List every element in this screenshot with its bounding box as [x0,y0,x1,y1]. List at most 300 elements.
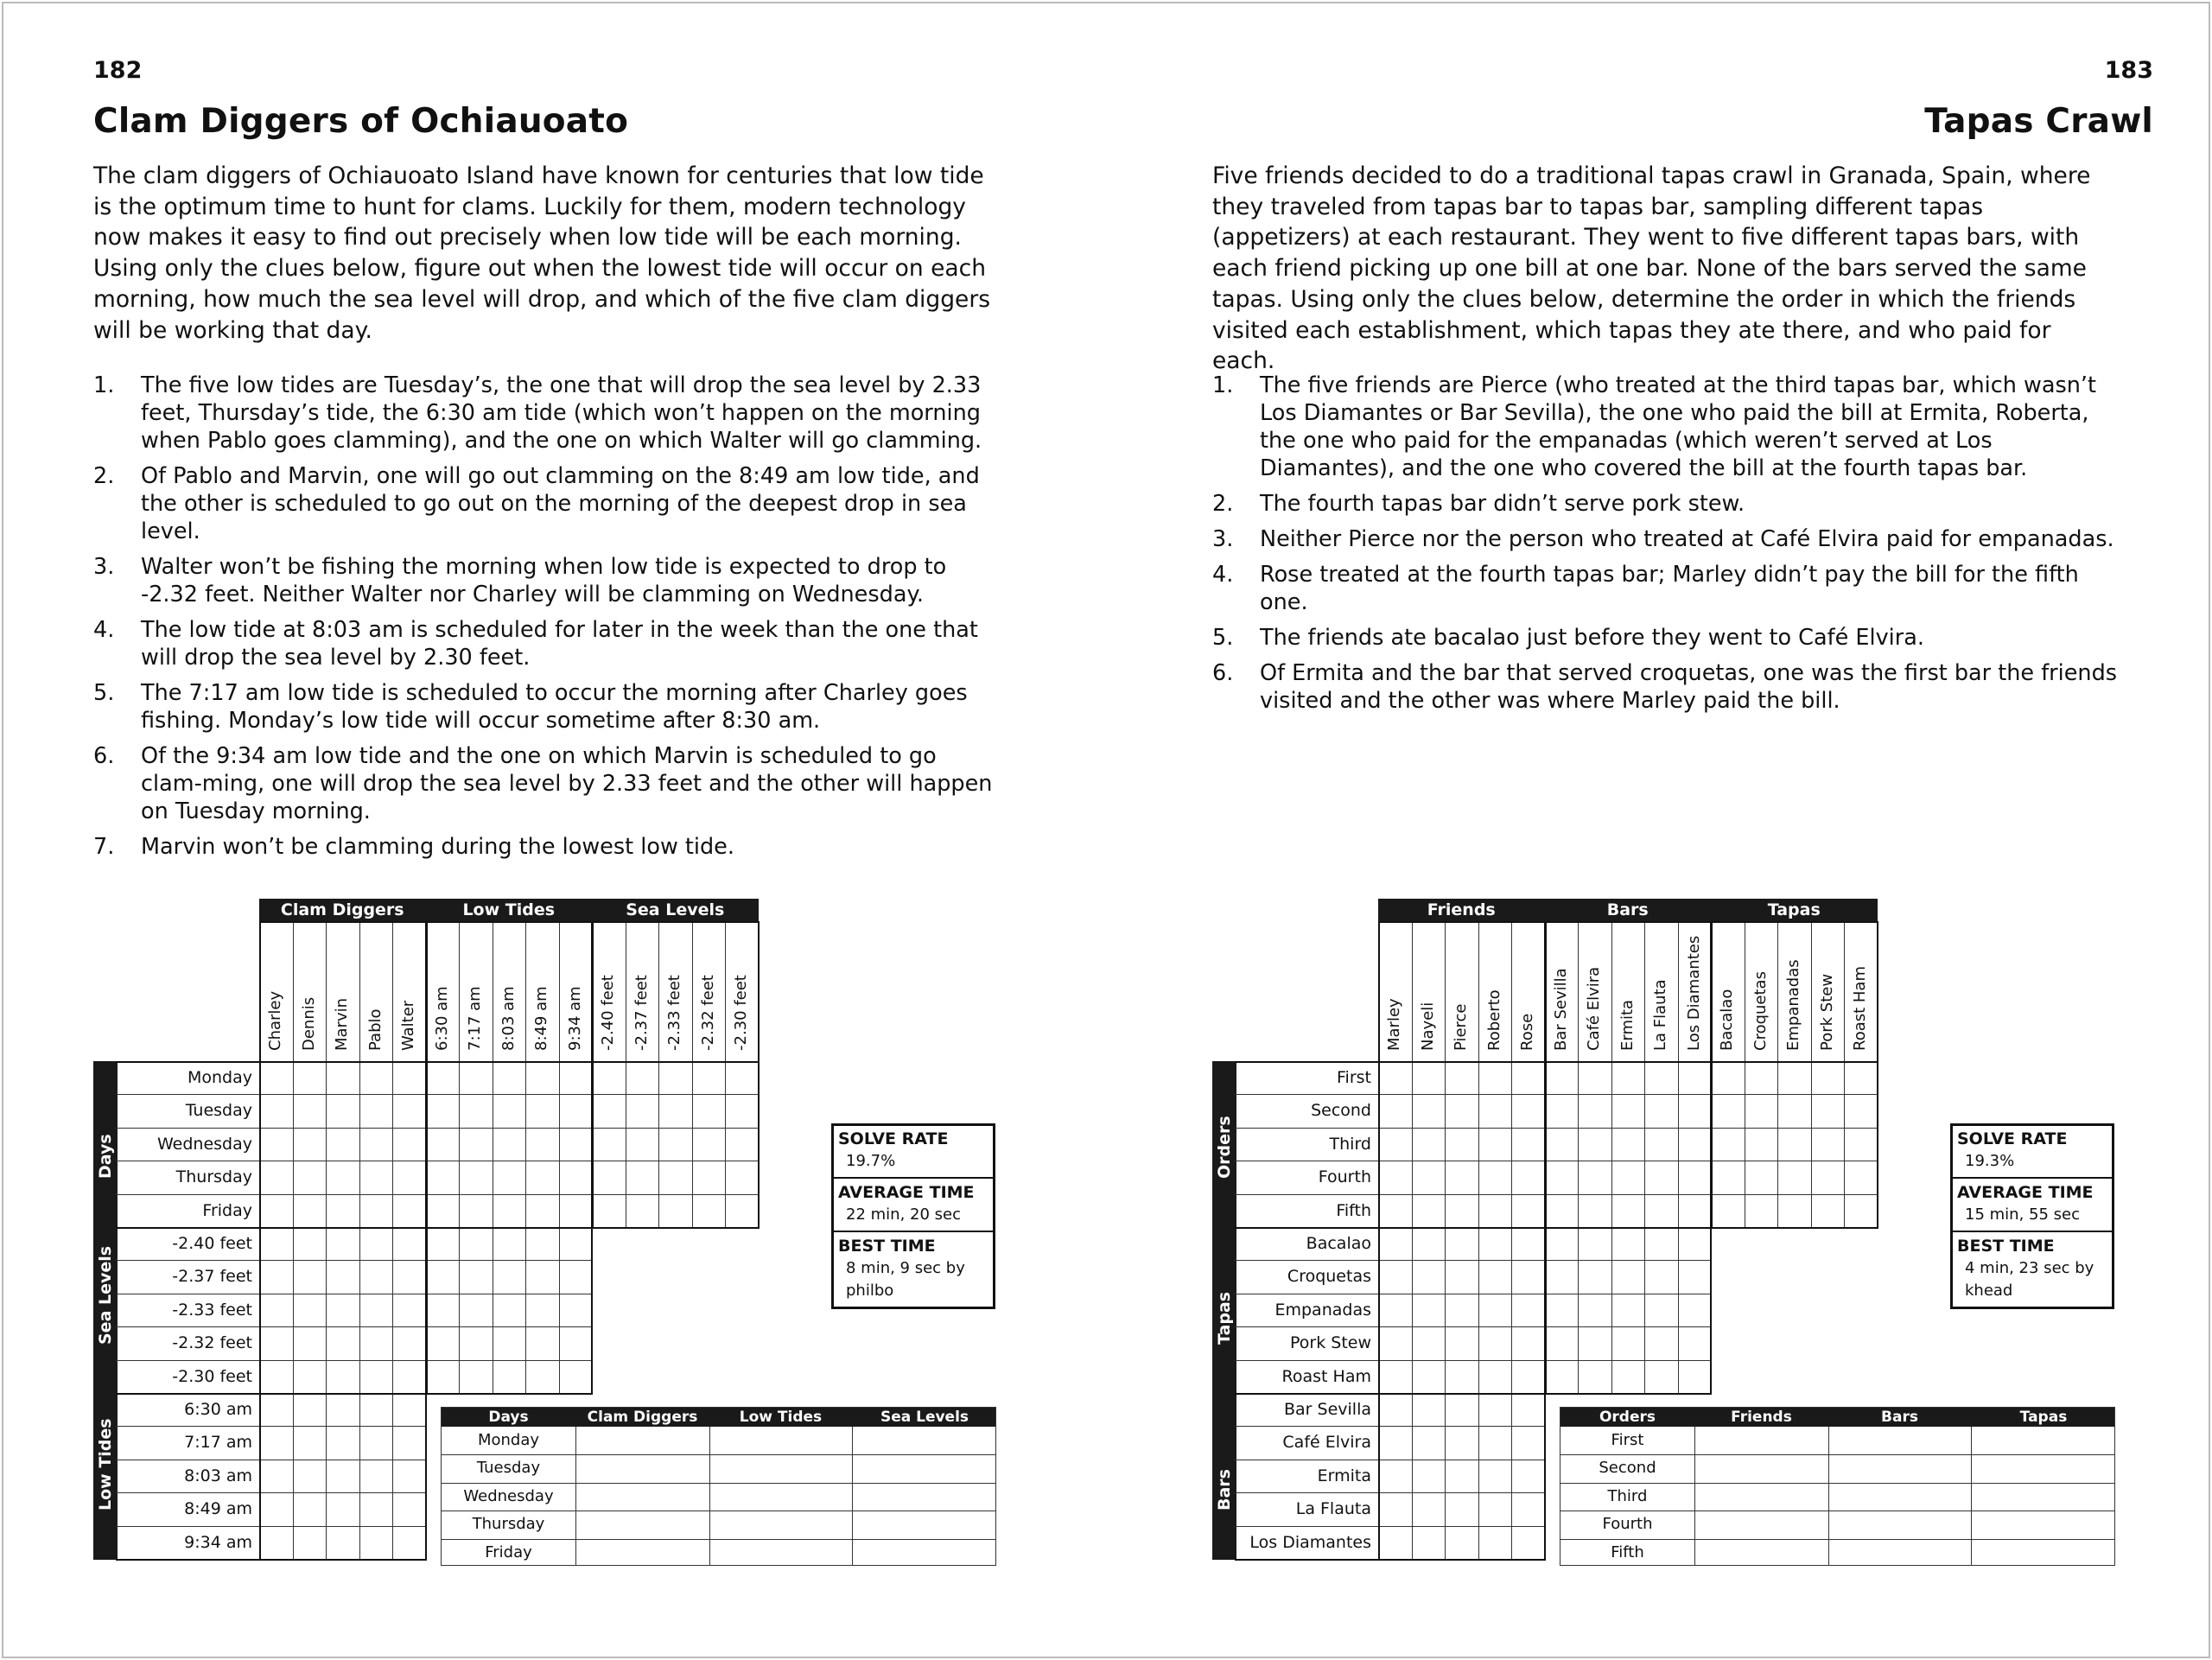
grid-cell[interactable] [459,1294,493,1326]
grid-cell[interactable] [559,1360,593,1393]
grid-cell[interactable] [392,1426,426,1459]
grid-cell[interactable] [525,1227,559,1260]
grid-cell[interactable] [293,1128,327,1161]
grid-cell[interactable] [493,1360,526,1393]
grid-cell[interactable] [1578,1227,1611,1260]
grid-cell[interactable] [259,1094,293,1127]
grid-cell[interactable] [1378,1526,1412,1559]
grid-cell[interactable] [592,1194,626,1227]
grid-cell[interactable] [1678,1227,1712,1260]
grid-cell[interactable] [359,1061,393,1094]
grid-cell[interactable] [1745,1161,1778,1193]
grid-cell[interactable] [259,1294,293,1326]
grid-cell[interactable] [1511,1526,1545,1559]
grid-cell[interactable] [259,1161,293,1193]
grid-cell[interactable] [1511,1294,1545,1326]
grid-cell[interactable] [725,1094,759,1127]
answer-cell[interactable] [1694,1454,1828,1482]
grid-cell[interactable] [326,1161,359,1193]
grid-cell[interactable] [1644,1061,1678,1094]
grid-cell[interactable] [692,1094,726,1127]
grid-cell[interactable] [525,1094,559,1127]
answer-cell[interactable] [1694,1483,1828,1511]
grid-cell[interactable] [493,1128,526,1161]
grid-cell[interactable] [426,1326,460,1359]
grid-cell[interactable] [592,1161,626,1193]
grid-cell[interactable] [392,1526,426,1559]
grid-cell[interactable] [1445,1260,1478,1293]
grid-cell[interactable] [1378,1360,1412,1393]
grid-cell[interactable] [658,1161,692,1193]
grid-cell[interactable] [359,1360,393,1393]
answer-cell[interactable] [709,1539,852,1567]
grid-cell[interactable] [459,1061,493,1094]
grid-cell[interactable] [293,1294,327,1326]
grid-cell[interactable] [392,1492,426,1525]
grid-cell[interactable] [1578,1061,1611,1094]
answer-cell[interactable] [1971,1483,2116,1511]
grid-cell[interactable] [426,1194,460,1227]
grid-cell[interactable] [426,1360,460,1393]
grid-cell[interactable] [259,1426,293,1459]
grid-cell[interactable] [293,1094,327,1127]
grid-cell[interactable] [1745,1061,1778,1094]
grid-cell[interactable] [1445,1161,1478,1193]
grid-cell[interactable] [493,1161,526,1193]
grid-cell[interactable] [1445,1094,1478,1127]
grid-cell[interactable] [459,1326,493,1359]
grid-cell[interactable] [1811,1194,1845,1227]
grid-cell[interactable] [392,1360,426,1393]
grid-cell[interactable] [392,1294,426,1326]
grid-cell[interactable] [359,1260,393,1293]
grid-cell[interactable] [1378,1094,1412,1127]
grid-cell[interactable] [1711,1128,1745,1161]
grid-cell[interactable] [725,1128,759,1161]
grid-cell[interactable] [525,1161,559,1193]
grid-cell[interactable] [1412,1194,1446,1227]
grid-cell[interactable] [1478,1161,1512,1193]
grid-cell[interactable] [1844,1128,1878,1161]
grid-cell[interactable] [592,1061,626,1094]
grid-cell[interactable] [359,1094,393,1127]
grid-cell[interactable] [1844,1094,1878,1127]
grid-cell[interactable] [293,1360,327,1393]
grid-cell[interactable] [1478,1326,1512,1359]
grid-cell[interactable] [1378,1294,1412,1326]
grid-cell[interactable] [1478,1128,1512,1161]
grid-cell[interactable] [1811,1094,1845,1127]
grid-cell[interactable] [525,1294,559,1326]
grid-cell[interactable] [1777,1061,1811,1094]
grid-cell[interactable] [326,1460,359,1492]
grid-cell[interactable] [392,1161,426,1193]
grid-cell[interactable] [1445,1227,1478,1260]
grid-cell[interactable] [1378,1061,1412,1094]
grid-cell[interactable] [1745,1194,1778,1227]
answer-cell[interactable] [709,1511,852,1538]
grid-cell[interactable] [1844,1061,1878,1094]
grid-cell[interactable] [1412,1526,1446,1559]
grid-cell[interactable] [392,1094,426,1127]
grid-cell[interactable] [626,1094,659,1127]
answer-cell[interactable] [852,1454,997,1482]
grid-cell[interactable] [525,1128,559,1161]
grid-cell[interactable] [1445,1294,1478,1326]
answer-cell[interactable] [1828,1454,1971,1482]
grid-cell[interactable] [1478,1227,1512,1260]
grid-cell[interactable] [1445,1526,1478,1559]
grid-cell[interactable] [1644,1294,1678,1326]
answer-cell[interactable] [1694,1427,1828,1454]
grid-cell[interactable] [1578,1326,1611,1359]
grid-cell[interactable] [1644,1360,1678,1393]
grid-cell[interactable] [1378,1227,1412,1260]
grid-cell[interactable] [1611,1360,1645,1393]
grid-cell[interactable] [1611,1061,1645,1094]
grid-cell[interactable] [1578,1094,1611,1127]
grid-cell[interactable] [1412,1460,1446,1492]
answer-cell[interactable] [709,1454,852,1482]
grid-cell[interactable] [1511,1128,1545,1161]
grid-cell[interactable] [359,1393,393,1426]
grid-cell[interactable] [1478,1526,1512,1559]
grid-cell[interactable] [426,1227,460,1260]
grid-cell[interactable] [1545,1227,1579,1260]
grid-cell[interactable] [359,1526,393,1559]
grid-cell[interactable] [1478,1194,1512,1227]
grid-cell[interactable] [1445,1393,1478,1426]
grid-cell[interactable] [326,1260,359,1293]
grid-cell[interactable] [259,1227,293,1260]
grid-cell[interactable] [392,1227,426,1260]
grid-cell[interactable] [1644,1128,1678,1161]
answer-cell[interactable] [1971,1539,2116,1567]
answer-cell[interactable] [1828,1511,1971,1538]
grid-cell[interactable] [1511,1260,1545,1293]
grid-cell[interactable] [1378,1492,1412,1525]
grid-cell[interactable] [1378,1393,1412,1426]
grid-cell[interactable] [1611,1326,1645,1359]
answer-cell[interactable] [1828,1483,1971,1511]
grid-cell[interactable] [1545,1294,1579,1326]
grid-cell[interactable] [1678,1061,1712,1094]
grid-cell[interactable] [326,1360,359,1393]
grid-cell[interactable] [293,1492,327,1525]
grid-cell[interactable] [692,1061,726,1094]
grid-cell[interactable] [658,1061,692,1094]
answer-cell[interactable] [709,1427,852,1454]
grid-cell[interactable] [1545,1094,1579,1127]
grid-cell[interactable] [293,1393,327,1426]
grid-cell[interactable] [1511,1460,1545,1492]
grid-cell[interactable] [392,1061,426,1094]
grid-cell[interactable] [293,1194,327,1227]
grid-cell[interactable] [1445,1128,1478,1161]
grid-cell[interactable] [1378,1128,1412,1161]
grid-cell[interactable] [1378,1194,1412,1227]
grid-cell[interactable] [459,1260,493,1293]
grid-cell[interactable] [559,1128,593,1161]
grid-cell[interactable] [559,1294,593,1326]
grid-cell[interactable] [1412,1161,1446,1193]
grid-cell[interactable] [1777,1128,1811,1161]
grid-cell[interactable] [1445,1492,1478,1525]
grid-cell[interactable] [392,1393,426,1426]
grid-cell[interactable] [426,1161,460,1193]
answer-cell[interactable] [575,1511,709,1538]
grid-cell[interactable] [1811,1061,1845,1094]
grid-cell[interactable] [392,1460,426,1492]
grid-cell[interactable] [1678,1161,1712,1193]
grid-cell[interactable] [1711,1094,1745,1127]
grid-cell[interactable] [1611,1194,1645,1227]
grid-cell[interactable] [1844,1161,1878,1193]
grid-cell[interactable] [592,1094,626,1127]
grid-cell[interactable] [658,1194,692,1227]
grid-cell[interactable] [559,1227,593,1260]
grid-cell[interactable] [1545,1061,1579,1094]
grid-cell[interactable] [1711,1061,1745,1094]
grid-cell[interactable] [1578,1128,1611,1161]
answer-cell[interactable] [575,1427,709,1454]
grid-cell[interactable] [1478,1460,1512,1492]
answer-cell[interactable] [709,1483,852,1511]
grid-cell[interactable] [1412,1294,1446,1326]
grid-cell[interactable] [392,1194,426,1227]
grid-cell[interactable] [1711,1194,1745,1227]
grid-cell[interactable] [1611,1161,1645,1193]
grid-cell[interactable] [359,1326,393,1359]
grid-cell[interactable] [1412,1393,1446,1426]
grid-cell[interactable] [1478,1426,1512,1459]
grid-cell[interactable] [1412,1128,1446,1161]
grid-cell[interactable] [426,1094,460,1127]
grid-cell[interactable] [326,1326,359,1359]
grid-cell[interactable] [1478,1260,1512,1293]
grid-cell[interactable] [1611,1260,1645,1293]
grid-cell[interactable] [1545,1260,1579,1293]
grid-cell[interactable] [1811,1161,1845,1193]
grid-cell[interactable] [626,1128,659,1161]
grid-cell[interactable] [493,1194,526,1227]
grid-cell[interactable] [1511,1360,1545,1393]
grid-cell[interactable] [559,1161,593,1193]
grid-cell[interactable] [259,1460,293,1492]
grid-cell[interactable] [1644,1326,1678,1359]
grid-cell[interactable] [359,1294,393,1326]
grid-cell[interactable] [1611,1128,1645,1161]
grid-cell[interactable] [1678,1326,1712,1359]
grid-cell[interactable] [493,1260,526,1293]
answer-cell[interactable] [1694,1511,1828,1538]
grid-cell[interactable] [293,1326,327,1359]
grid-cell[interactable] [592,1128,626,1161]
grid-cell[interactable] [626,1194,659,1227]
grid-cell[interactable] [1412,1260,1446,1293]
grid-cell[interactable] [1644,1094,1678,1127]
grid-cell[interactable] [1678,1194,1712,1227]
grid-cell[interactable] [1445,1460,1478,1492]
grid-cell[interactable] [1578,1360,1611,1393]
grid-cell[interactable] [1445,1061,1478,1094]
answer-cell[interactable] [1971,1511,2116,1538]
grid-cell[interactable] [493,1326,526,1359]
grid-cell[interactable] [1445,1426,1478,1459]
grid-cell[interactable] [293,1260,327,1293]
grid-cell[interactable] [1412,1227,1446,1260]
grid-cell[interactable] [1511,1227,1545,1260]
grid-cell[interactable] [1445,1360,1478,1393]
grid-cell[interactable] [559,1326,593,1359]
answer-cell[interactable] [852,1427,997,1454]
grid-cell[interactable] [1844,1194,1878,1227]
grid-cell[interactable] [525,1360,559,1393]
grid-cell[interactable] [326,1393,359,1426]
grid-cell[interactable] [559,1260,593,1293]
grid-cell[interactable] [259,1526,293,1559]
grid-cell[interactable] [259,1326,293,1359]
grid-cell[interactable] [1511,1094,1545,1127]
answer-cell[interactable] [1828,1539,1971,1567]
grid-cell[interactable] [626,1161,659,1193]
grid-cell[interactable] [1811,1128,1845,1161]
grid-cell[interactable] [725,1194,759,1227]
grid-cell[interactable] [1378,1260,1412,1293]
grid-cell[interactable] [1378,1161,1412,1193]
answer-cell[interactable] [1971,1427,2116,1454]
grid-cell[interactable] [293,1061,327,1094]
grid-cell[interactable] [1578,1161,1611,1193]
grid-cell[interactable] [658,1094,692,1127]
grid-cell[interactable] [1611,1094,1645,1127]
grid-cell[interactable] [525,1194,559,1227]
grid-cell[interactable] [658,1128,692,1161]
grid-cell[interactable] [1777,1161,1811,1193]
grid-cell[interactable] [725,1161,759,1193]
grid-cell[interactable] [426,1061,460,1094]
grid-cell[interactable] [1644,1194,1678,1227]
grid-cell[interactable] [1678,1128,1712,1161]
grid-cell[interactable] [259,1492,293,1525]
grid-cell[interactable] [1412,1326,1446,1359]
answer-cell[interactable] [575,1454,709,1482]
grid-cell[interactable] [1611,1227,1645,1260]
grid-cell[interactable] [1412,1492,1446,1525]
grid-cell[interactable] [525,1260,559,1293]
grid-cell[interactable] [1644,1161,1678,1193]
grid-cell[interactable] [1545,1326,1579,1359]
grid-cell[interactable] [1545,1360,1579,1393]
grid-cell[interactable] [493,1227,526,1260]
grid-cell[interactable] [459,1161,493,1193]
grid-cell[interactable] [1478,1094,1512,1127]
grid-cell[interactable] [459,1094,493,1127]
grid-cell[interactable] [459,1128,493,1161]
grid-cell[interactable] [326,1227,359,1260]
grid-cell[interactable] [259,1194,293,1227]
answer-cell[interactable] [1828,1427,1971,1454]
grid-cell[interactable] [559,1194,593,1227]
grid-cell[interactable] [426,1260,460,1293]
answer-cell[interactable] [852,1511,997,1538]
grid-cell[interactable] [1511,1492,1545,1525]
grid-cell[interactable] [259,1128,293,1161]
grid-cell[interactable] [1511,1161,1545,1193]
grid-cell[interactable] [1777,1094,1811,1127]
grid-cell[interactable] [392,1326,426,1359]
grid-cell[interactable] [1412,1426,1446,1459]
grid-cell[interactable] [326,1128,359,1161]
grid-cell[interactable] [359,1161,393,1193]
grid-cell[interactable] [326,1294,359,1326]
grid-cell[interactable] [1478,1294,1512,1326]
grid-cell[interactable] [1478,1492,1512,1525]
grid-cell[interactable] [326,1526,359,1559]
grid-cell[interactable] [259,1360,293,1393]
grid-cell[interactable] [359,1128,393,1161]
grid-cell[interactable] [259,1260,293,1293]
grid-cell[interactable] [1378,1460,1412,1492]
grid-cell[interactable] [1678,1094,1712,1127]
answer-cell[interactable] [575,1483,709,1511]
grid-cell[interactable] [1745,1094,1778,1127]
answer-cell[interactable] [575,1539,709,1567]
grid-cell[interactable] [1578,1260,1611,1293]
grid-cell[interactable] [1378,1426,1412,1459]
grid-cell[interactable] [392,1128,426,1161]
grid-cell[interactable] [293,1161,327,1193]
grid-cell[interactable] [359,1492,393,1525]
grid-cell[interactable] [1711,1161,1745,1193]
grid-cell[interactable] [326,1492,359,1525]
grid-cell[interactable] [326,1426,359,1459]
grid-cell[interactable] [1511,1194,1545,1227]
grid-cell[interactable] [359,1426,393,1459]
answer-cell[interactable] [852,1483,997,1511]
grid-cell[interactable] [392,1260,426,1293]
grid-cell[interactable] [459,1227,493,1260]
grid-cell[interactable] [493,1061,526,1094]
grid-cell[interactable] [1545,1161,1579,1193]
grid-cell[interactable] [1445,1326,1478,1359]
answer-cell[interactable] [1971,1454,2116,1482]
grid-cell[interactable] [1412,1094,1446,1127]
grid-cell[interactable] [359,1227,393,1260]
grid-cell[interactable] [326,1061,359,1094]
grid-cell[interactable] [293,1227,327,1260]
grid-cell[interactable] [1611,1294,1645,1326]
grid-cell[interactable] [692,1128,726,1161]
grid-cell[interactable] [1511,1426,1545,1459]
grid-cell[interactable] [293,1526,327,1559]
grid-cell[interactable] [293,1426,327,1459]
grid-cell[interactable] [1412,1360,1446,1393]
grid-cell[interactable] [1478,1061,1512,1094]
grid-cell[interactable] [459,1360,493,1393]
grid-cell[interactable] [1678,1260,1712,1293]
grid-cell[interactable] [1745,1128,1778,1161]
grid-cell[interactable] [259,1393,293,1426]
grid-cell[interactable] [626,1061,659,1094]
grid-cell[interactable] [1511,1393,1545,1426]
grid-cell[interactable] [1777,1194,1811,1227]
grid-cell[interactable] [426,1128,460,1161]
grid-cell[interactable] [259,1061,293,1094]
grid-cell[interactable] [1578,1194,1611,1227]
grid-cell[interactable] [1511,1326,1545,1359]
grid-cell[interactable] [692,1194,726,1227]
